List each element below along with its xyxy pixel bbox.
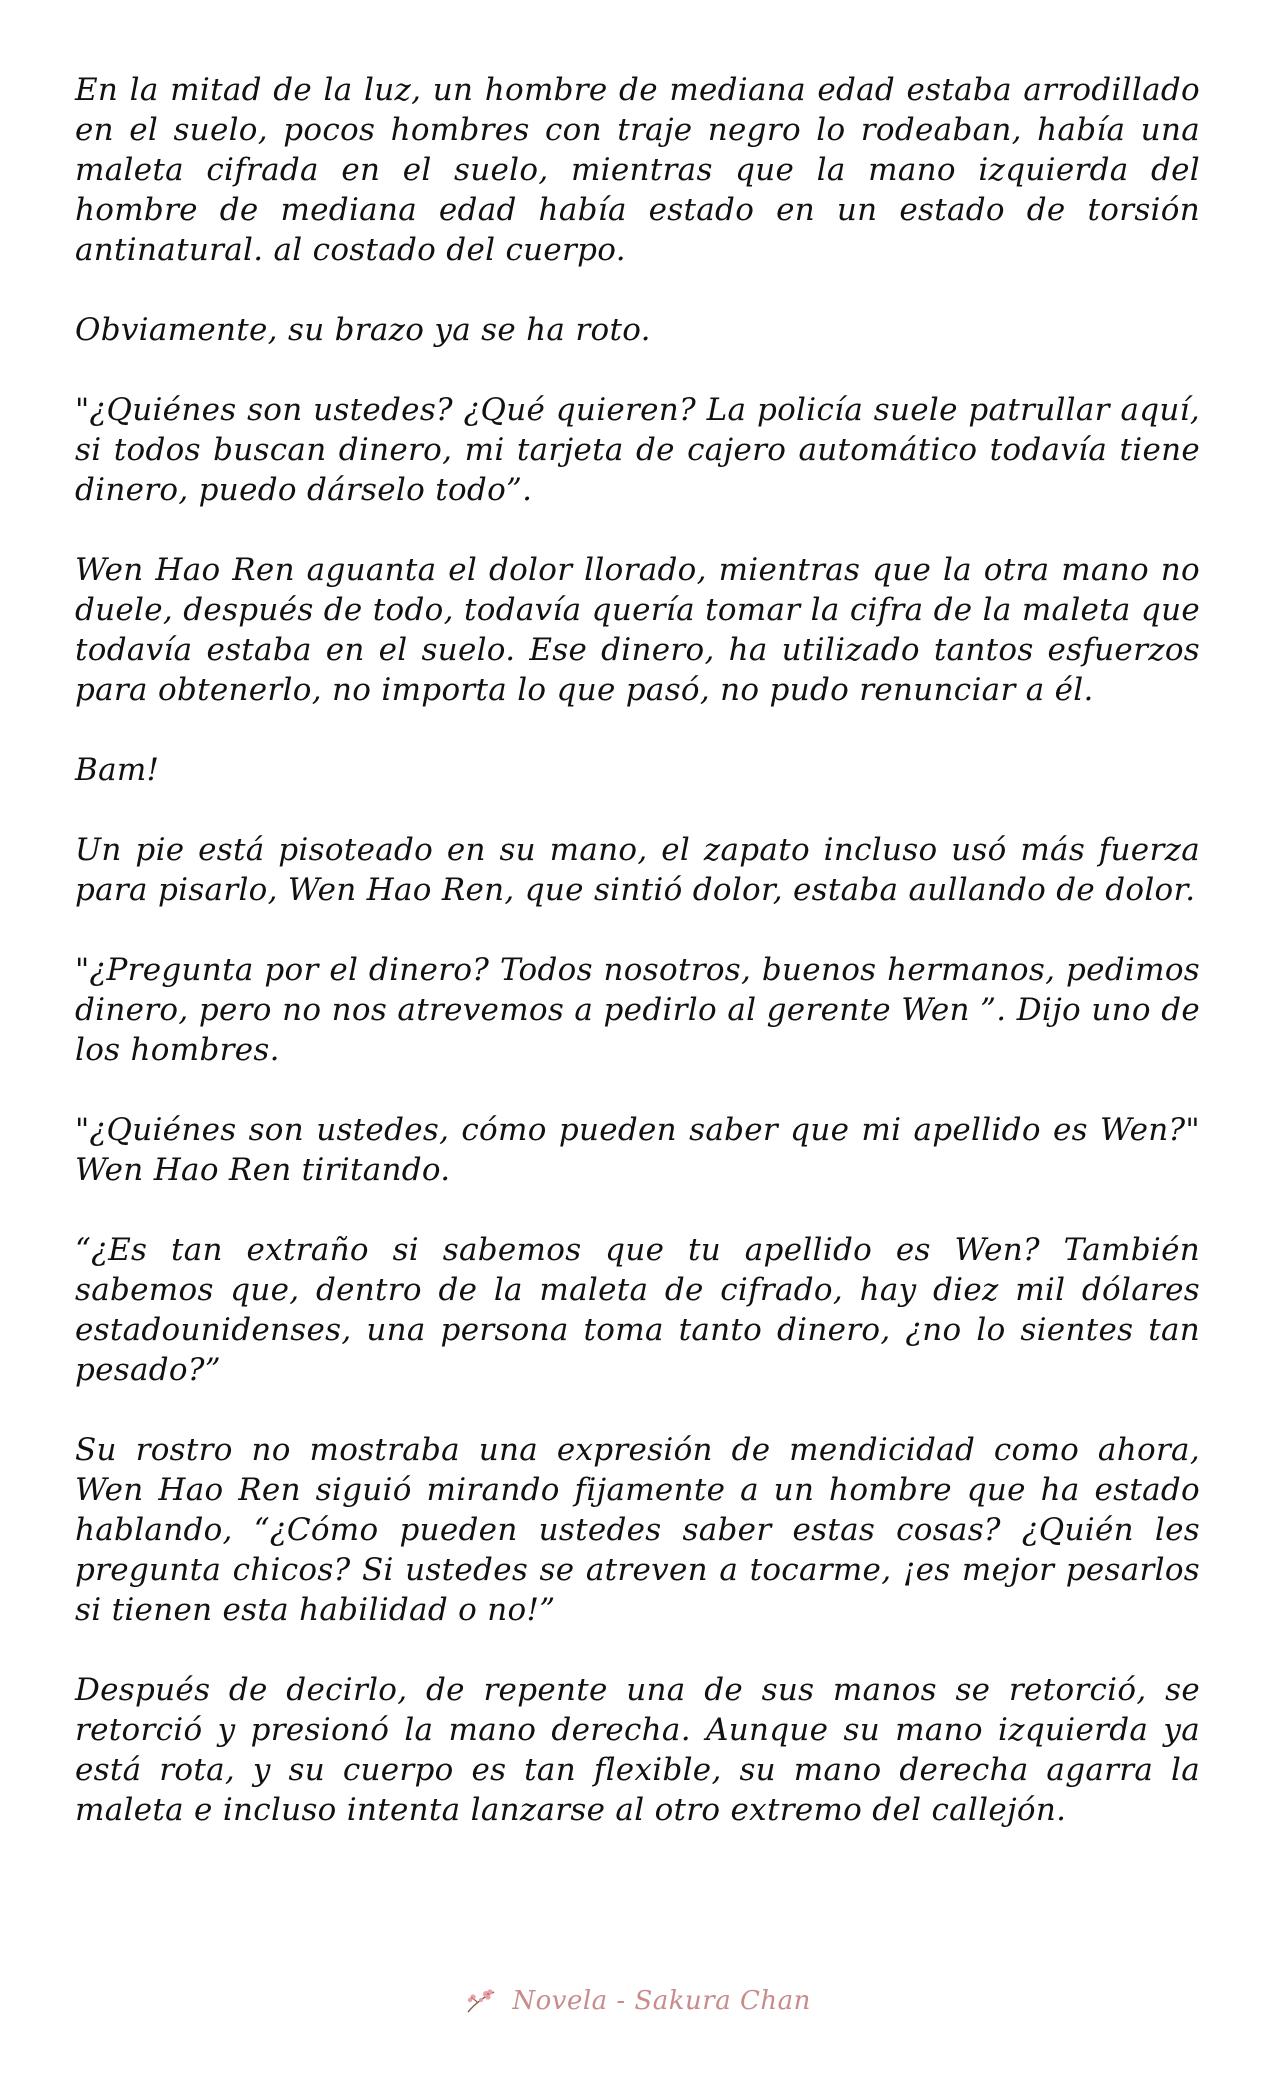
paragraph-10: Su rostro no mostraba una expresión de mendicidad como ahora, Wen Hao Ren siguió mirando fijamente a un hombre que ha estado hablando, “¿Cómo pueden ustedes saber estas cosas? ¿Quién les pregunta chicos? Si ustedes se atreven a tocarme, ¡es mejor pesarlos si tienen esta habilidad o no!” xyxy=(75,1432,1200,1628)
paragraph-2: Obviamente, su brazo ya se ha roto. xyxy=(75,312,651,348)
paragraph-7: "¿Pregunta por el dinero? Todos nosotros, buenos hermanos, pedimos dinero, pero no nos atrevemos a pedirlo al gerente Wen ”. Dijo uno de los hombres. xyxy=(75,952,1200,1068)
document-body xyxy=(75,70,1200,1870)
paragraph-9: “¿Es tan extraño si sabemos que tu apellido es Wen? También sabemos que, dentro de la maleta de cifrado, hay diez mil dólares estadounidenses, una persona toma tanto dinero, ¿no lo sientes tan pesado?” xyxy=(75,1232,1200,1388)
watermark xyxy=(0,1985,1275,2016)
paragraph-6: Un pie está pisoteado en su mano, el zapato incluso usó más fuerza para pisarlo, Wen Hao Ren, que sintió dolor, estaba aullando de dolor. xyxy=(75,832,1200,908)
paragraph-11: Después de decirlo, de repente una de sus manos se retorció, se retorció y presionó la mano derecha. Aunque su mano izquierda ya está rota, y su cuerpo es tan flexible, su mano derecha agarra la maleta e incluso intenta lanzarse al otro extremo del callejón. xyxy=(75,1672,1200,1828)
paragraph-5: Bam! xyxy=(75,752,160,788)
paragraph-8: "¿Quiénes son ustedes, cómo pueden saber que mi apellido es Wen?" Wen Hao Ren tiritando. xyxy=(75,1112,1200,1188)
paragraph-1: En la mitad de la luz, un hombre de mediana edad estaba arrodillado en el suelo, pocos hombres con traje negro lo rodeaban, había una maleta cifrada en el suelo, mientras que la mano izquierda del hombre de mediana edad había estado en un estado de torsión antinatural. al costado del cuerpo. xyxy=(75,72,1200,268)
paragraph-4: Wen Hao Ren aguanta el dolor llorado, mientras que la otra mano no duele, después de todo, todavía quería tomar la cifra de la maleta que todavía estaba en el suelo. Ese dinero, ha utilizado tantos esfuerzos para obtenerlo, no importa lo que pasó, no pudo renunciar a él. xyxy=(75,552,1200,708)
paragraph-3: "¿Quiénes son ustedes? ¿Qué quieren? La policía suele patrullar aquí, si todos buscan dinero, mi tarjeta de cajero automático todavía tiene dinero, puedo dárselo todo”. xyxy=(75,392,1200,508)
watermark-text: Novela - Sakura Chan xyxy=(512,1986,811,2016)
sakura-flower-icon xyxy=(464,1986,498,2016)
